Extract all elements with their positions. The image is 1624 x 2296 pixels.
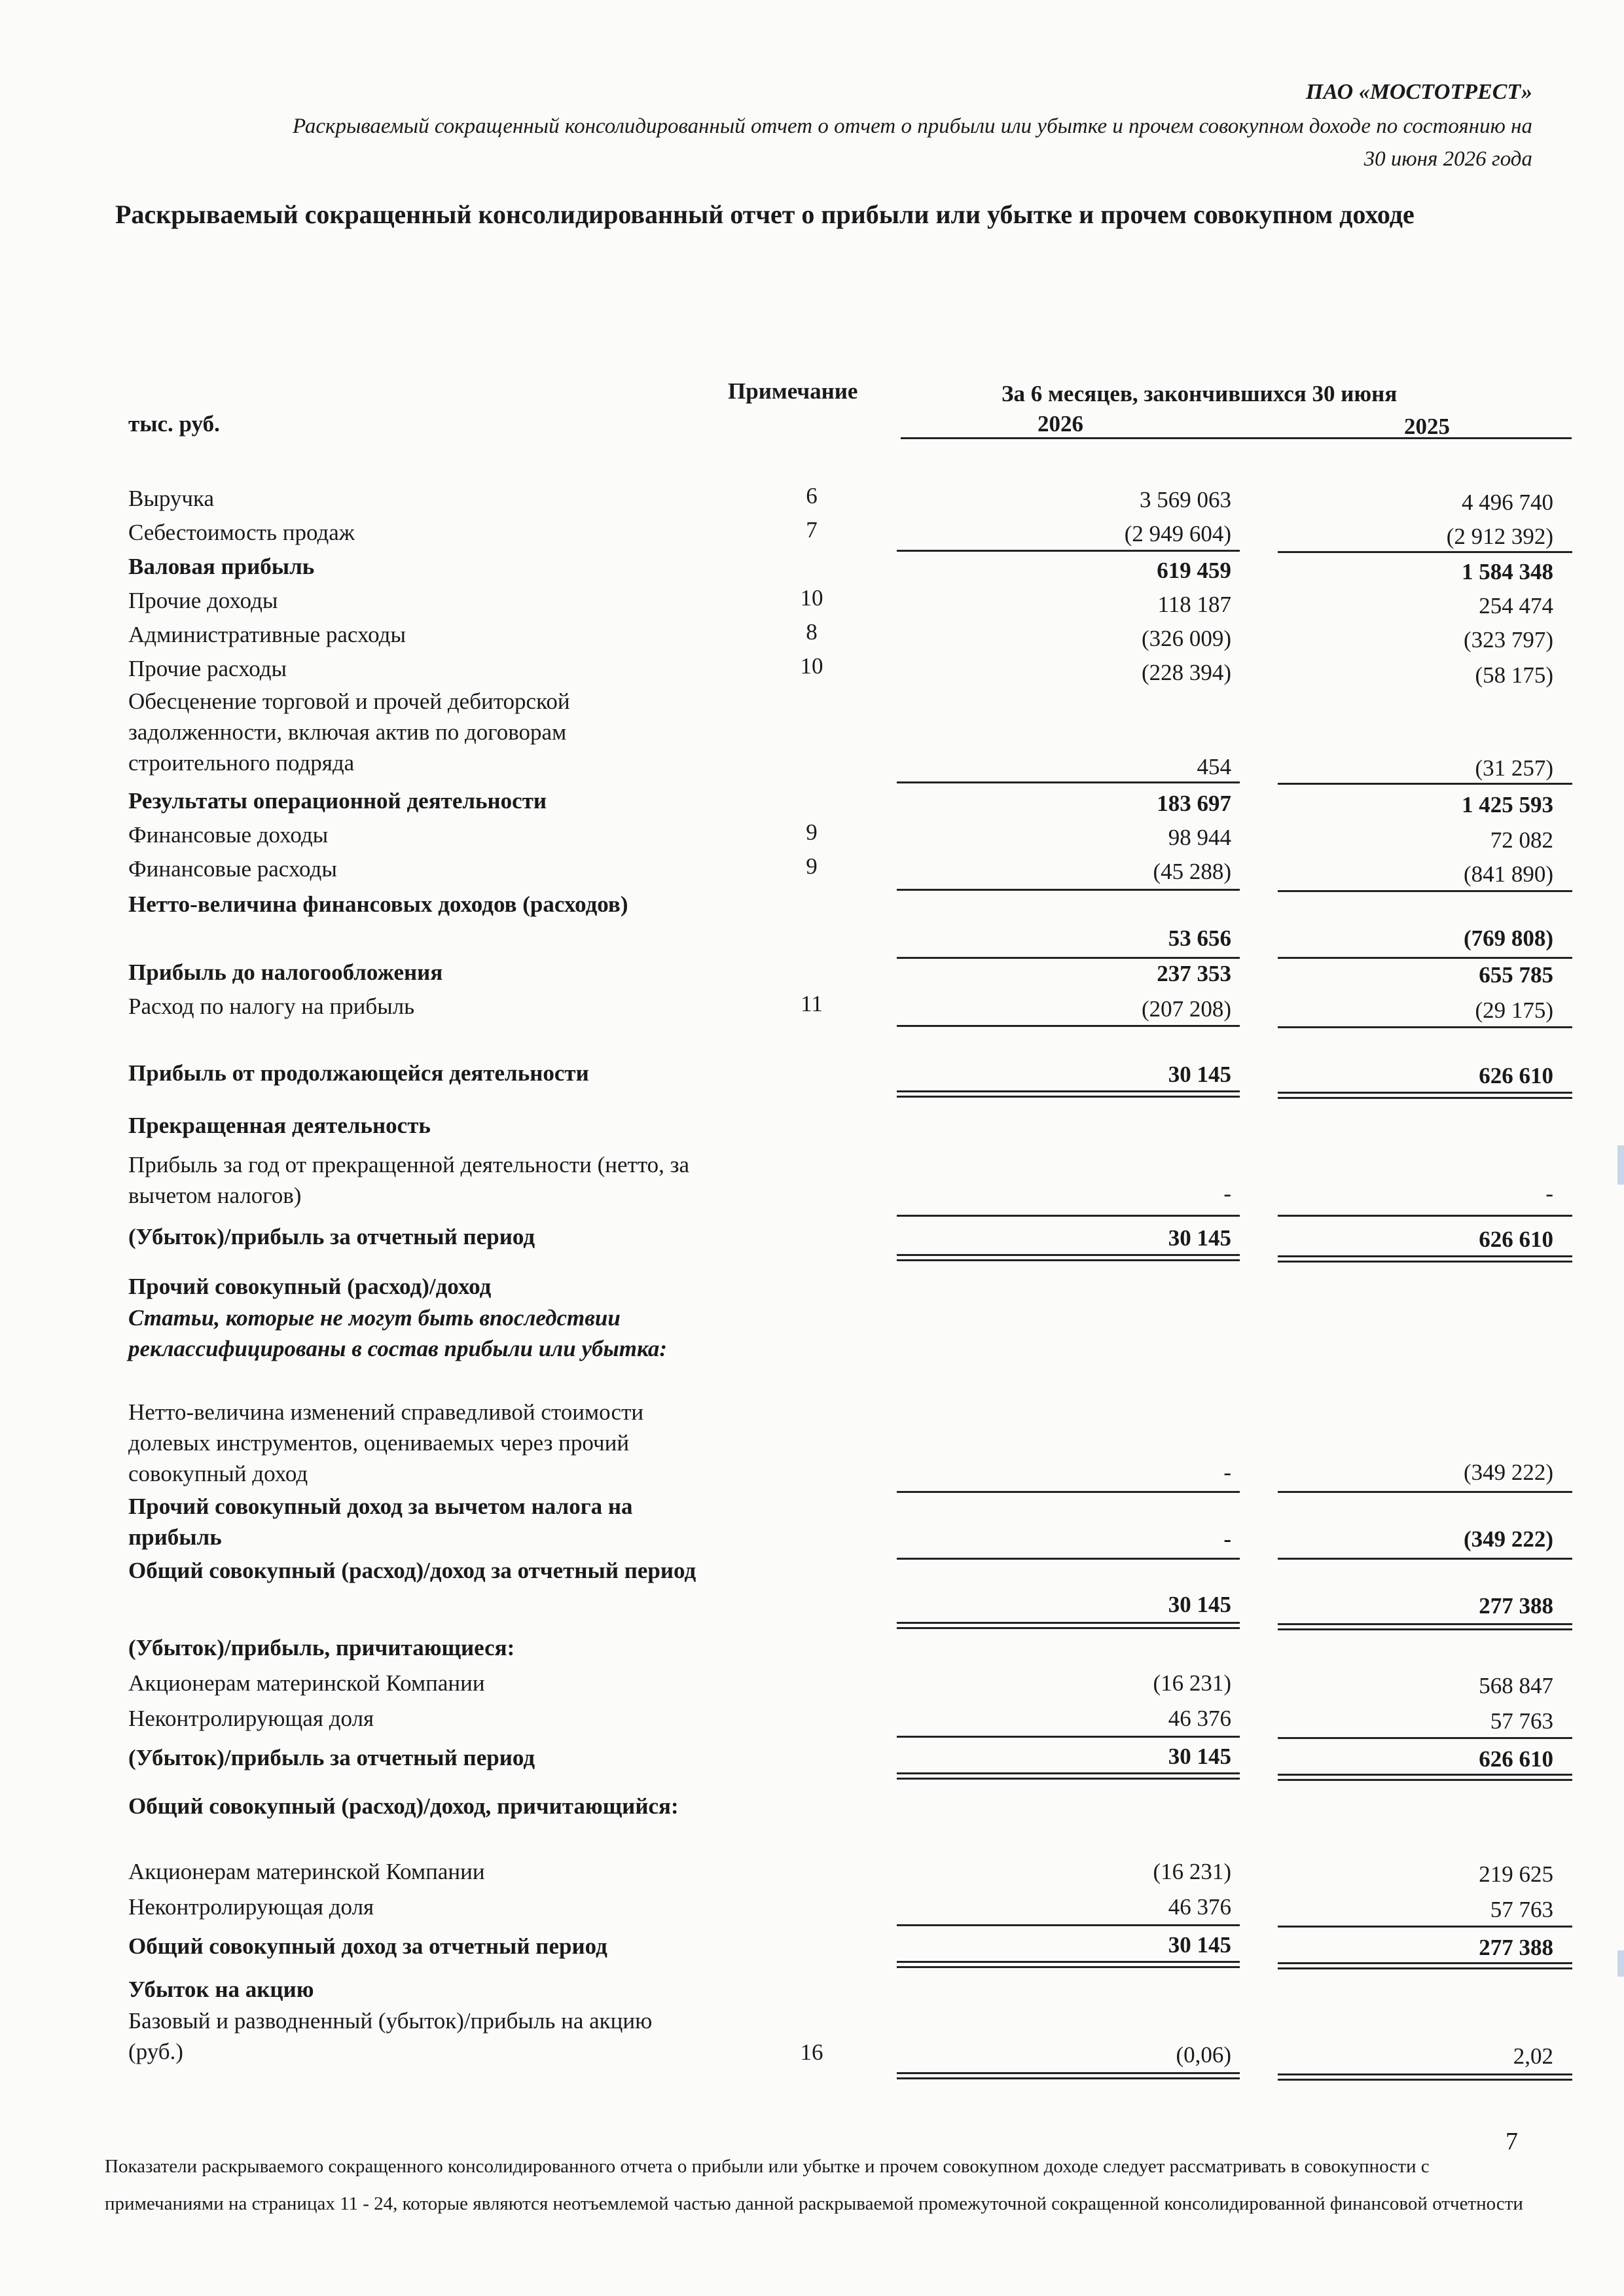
value-2026: 183 697 (1157, 791, 1231, 816)
row-label: Прочий совокупный доход за вычетом налога на прибыль (128, 1494, 633, 1550)
scan-edge-mark (1617, 1950, 1624, 1977)
subtotal-rule (1278, 783, 1572, 785)
subtotal-rule (1278, 890, 1572, 892)
value-2026: (326 009) (1141, 626, 1231, 651)
row-note: 11 (801, 991, 823, 1016)
value-2025: (2 912 392) (1446, 524, 1553, 549)
row-label: Прочие расходы (128, 656, 287, 681)
scan-edge-mark (1617, 1145, 1624, 1185)
value-2025: 2,02 (1513, 2043, 1553, 2069)
value-2025: (29 175) (1475, 997, 1553, 1023)
total-double-rule (1278, 2073, 1572, 2081)
value-2026: (207 208) (1141, 996, 1231, 1022)
report-subtitle-line1: Раскрываемый сокращенный консолидированный отчет о отчет о прибыли или убытке и прочем совокупном доходе по состоянию на (292, 115, 1532, 138)
company-name: ПАО «МОСТОТРЕСТ» (1305, 80, 1532, 104)
subtotal-rule (1278, 1491, 1572, 1493)
row-label: Убыток на акцию (128, 1977, 314, 2002)
footnote: Показатели раскрываемого сокращенного консолидированного отчета о прибыли или убытке и прочем совокупном доходе следует рассматривать в совокупности с примечаниями на страницах 11 - 24, которые являются неотъемлемой частью данной раскрываемой промежуточной сокращенной консолидированной финансовой отчетности (105, 2156, 1523, 2214)
row-label: Неконтролирующая доля (128, 1894, 374, 1920)
row-note: 10 (800, 653, 823, 679)
row-note: 9 (806, 853, 818, 879)
period-header: За 6 месяцев, закончившихся 30 июня (1001, 381, 1398, 406)
value-2026: 237 353 (1157, 961, 1231, 986)
subtotal-rule (1278, 1215, 1572, 1217)
value-2026: 454 (1197, 754, 1231, 780)
value-2026: (0,06) (1176, 2042, 1231, 2068)
value-2026: - (1223, 1460, 1231, 1485)
value-2026: 98 944 (1168, 825, 1231, 850)
total-double-rule (897, 1961, 1240, 1968)
year-2026-header: 2026 (1038, 411, 1083, 437)
value-2026: 46 376 (1168, 1706, 1231, 1731)
row-label: Прочие доходы (128, 588, 278, 613)
total-double-rule (1278, 1623, 1572, 1630)
row-label: Валовая прибыль (128, 554, 315, 579)
row-note: 8 (806, 619, 818, 645)
value-2025: 219 625 (1479, 1861, 1553, 1887)
subtotal-rule (897, 1215, 1240, 1217)
value-2025: (349 222) (1463, 1526, 1553, 1552)
row-label: Себестоимость продаж (128, 520, 355, 545)
row-label: Нетто-величина изменений справедливой стоимости долевых инструментов, оцениваемых через прочий совокупный доход (128, 1399, 644, 1486)
row-label: Нетто-величина финансовых доходов (расходов) (128, 891, 628, 917)
subtotal-rule (897, 957, 1240, 959)
subtotal-rule (897, 1491, 1240, 1493)
value-2025: 277 388 (1479, 1935, 1553, 1960)
subtotal-rule (897, 1736, 1240, 1738)
subtotal-rule (1278, 1926, 1572, 1928)
subtotal-rule (1278, 551, 1572, 553)
value-2026: 53 656 (1168, 925, 1231, 951)
total-double-rule (1278, 1092, 1572, 1099)
subtotal-rule (897, 550, 1240, 552)
row-label: Административные расходы (128, 622, 406, 647)
report-subtitle-line2: 30 июня 2026 года (1363, 147, 1532, 171)
subtotal-rule (1278, 1737, 1572, 1739)
value-2025: (841 890) (1463, 861, 1553, 887)
row-label: Прочий совокупный (расход)/доход (128, 1274, 492, 1299)
value-2025: 57 763 (1490, 1708, 1553, 1734)
value-2026: 30 145 (1168, 1225, 1231, 1251)
page-number: 7 (1506, 2128, 1518, 2155)
subtotal-rule (897, 1558, 1240, 1560)
value-2026: (45 288) (1153, 859, 1231, 884)
total-double-rule (897, 1622, 1240, 1629)
value-2026: 46 376 (1168, 1894, 1231, 1920)
subtotal-rule (897, 889, 1240, 891)
value-2025: 655 785 (1479, 962, 1553, 988)
value-2025: 254 474 (1479, 593, 1553, 619)
row-note: 9 (806, 819, 818, 845)
row-label: Неконтролирующая доля (128, 1706, 374, 1731)
value-2026: 619 459 (1157, 558, 1231, 583)
row-label: Прибыль за год от прекращенной деятельности (нетто, за вычетом налогов) (128, 1152, 689, 1208)
total-double-rule (897, 2072, 1240, 2079)
note-column-header: Примечание (728, 378, 858, 404)
row-note: 10 (800, 585, 823, 611)
value-2025: 568 847 (1479, 1673, 1553, 1698)
value-2026: (2 949 604) (1124, 521, 1231, 547)
total-double-rule (897, 1772, 1240, 1780)
row-label: Финансовые доходы (128, 822, 329, 848)
value-2026: 118 187 (1157, 592, 1231, 617)
value-2026: 30 145 (1168, 1592, 1231, 1617)
subtotal-rule (1278, 1026, 1572, 1028)
value-2025: - (1545, 1181, 1553, 1206)
value-2026: (228 394) (1141, 660, 1231, 685)
value-2025: 277 388 (1479, 1593, 1553, 1619)
row-label: Акционерам материнской Компании (128, 1859, 485, 1884)
page-title: Раскрываемый сокращенный консолидированный отчет о прибыли или убытке и прочем совокупном доходе (115, 200, 1415, 229)
value-2026: - (1223, 1526, 1231, 1552)
row-label: Акционерам материнской Компании (128, 1670, 485, 1696)
subtotal-rule (897, 1924, 1240, 1926)
value-2026: 30 145 (1168, 1062, 1231, 1087)
row-label: Статьи, которые не могут быть впоследствии реклассифицированы в состав прибыли или убытка: (128, 1305, 668, 1361)
value-2026: (16 231) (1153, 1859, 1231, 1884)
row-label: (Убыток)/прибыль за отчетный период (128, 1224, 535, 1249)
row-label: Прекращенная деятельность (128, 1113, 431, 1138)
row-note: 7 (806, 517, 818, 543)
row-note: 16 (800, 2039, 823, 2065)
unit-label: тыс. руб. (128, 411, 220, 437)
total-double-rule (1278, 1774, 1572, 1781)
total-double-rule (1278, 1255, 1572, 1263)
year-2025-header: 2025 (1404, 414, 1450, 439)
subtotal-rule (1278, 957, 1572, 959)
value-2025: 626 610 (1479, 1227, 1553, 1252)
value-2025: (31 257) (1475, 755, 1553, 781)
value-2025: 57 763 (1490, 1897, 1553, 1922)
value-2025: (769 808) (1463, 925, 1553, 951)
value-2025: 72 082 (1490, 827, 1553, 853)
value-2025: (349 222) (1463, 1460, 1553, 1485)
report-subtitle (125, 110, 1532, 175)
value-2026: 30 145 (1168, 1932, 1231, 1958)
total-double-rule (1278, 1962, 1572, 1969)
row-label: Прибыль от продолжающейся деятельности (128, 1060, 589, 1086)
row-note: 6 (806, 483, 818, 509)
row-label: Финансовые расходы (128, 856, 337, 882)
subtotal-rule (1278, 1558, 1572, 1560)
subtotal-rule (897, 1025, 1240, 1027)
value-2026: 3 569 063 (1140, 487, 1231, 512)
row-label: (Убыток)/прибыль, причитающиеся: (128, 1635, 515, 1660)
total-double-rule (897, 1090, 1240, 1098)
subtotal-rule (897, 781, 1240, 783)
row-label: Базовый и разводненный (убыток)/прибыль на акцию (руб.) (128, 2008, 653, 2064)
value-2025: 626 610 (1479, 1063, 1553, 1088)
value-2025: 626 610 (1479, 1746, 1553, 1772)
row-label: Выручка (128, 486, 215, 511)
row-label: Расход по налогу на прибыль (128, 994, 415, 1019)
row-label: (Убыток)/прибыль за отчетный период (128, 1745, 535, 1770)
row-label: Результаты операционной деятельности (128, 788, 547, 814)
row-label: Обесценение торговой и прочей дебиторской задолженности, включая актив по договорам строительного подряда (128, 689, 570, 776)
value-2026: 30 145 (1168, 1744, 1231, 1769)
value-2026: - (1223, 1181, 1231, 1206)
total-double-rule (897, 1254, 1240, 1261)
row-label: Общий совокупный доход за отчетный период (128, 1933, 607, 1959)
value-2025: (58 175) (1475, 662, 1553, 688)
row-label: Общий совокупный (расход)/доход, причитающийся: (128, 1793, 679, 1819)
value-2025: (323 797) (1463, 627, 1553, 653)
value-2025: 1 584 348 (1462, 559, 1553, 584)
value-2026: (16 231) (1153, 1670, 1231, 1696)
row-label: Прибыль до налогообложения (128, 960, 443, 985)
value-2025: 1 425 593 (1462, 792, 1553, 817)
row-label: Общий совокупный (расход)/доход за отчетный период (128, 1558, 696, 1583)
value-2025: 4 496 740 (1462, 490, 1553, 515)
